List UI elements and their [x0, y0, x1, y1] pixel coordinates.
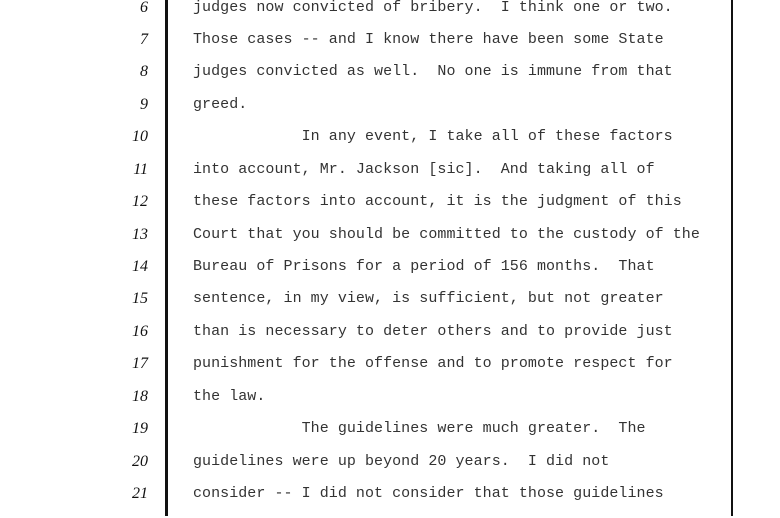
line-text: judges now convicted of bribery. I think one or two.	[193, 0, 673, 16]
line-number: 7	[140, 31, 148, 48]
line-number: 12	[132, 193, 148, 210]
line-number: 21	[132, 485, 148, 502]
line-text: guidelines were up beyond 20 years. I did not	[193, 453, 610, 470]
line-number: 16	[132, 323, 148, 340]
line-number: 11	[133, 161, 148, 178]
line-number: 17	[132, 355, 148, 372]
line-number: 14	[132, 258, 148, 275]
line-text: punishment for the offense and to promote respect for	[193, 355, 673, 372]
line-number: 15	[132, 290, 148, 307]
line-number: 8	[140, 63, 148, 80]
transcript-line	[0, 97, 780, 129]
line-text: judges convicted as well. No one is immune from that	[193, 63, 673, 80]
transcript-line	[0, 291, 780, 323]
line-number: 13	[132, 226, 148, 243]
transcript-line	[0, 356, 780, 388]
transcript-line	[0, 194, 780, 226]
transcript-line	[0, 227, 780, 259]
line-text: Those cases -- and I know there have been some State	[193, 31, 664, 48]
line-number: 10	[132, 128, 148, 145]
transcript-line	[0, 454, 780, 486]
line-number: 18	[132, 388, 148, 405]
line-text: In any event, I take all of these factors	[193, 128, 673, 145]
line-text: consider -- I did not consider that those guidelines	[193, 485, 664, 502]
line-number: 19	[132, 420, 148, 437]
line-text: sentence, in my view, is sufficient, but not greater	[193, 290, 664, 307]
transcript-line	[0, 0, 780, 32]
line-text: greed.	[193, 96, 248, 113]
line-number: 20	[132, 453, 148, 470]
line-text: into account, Mr. Jackson [sic]. And taking all of	[193, 161, 655, 178]
line-number: 6	[140, 0, 148, 16]
line-text: The guidelines were much greater. The	[193, 420, 646, 437]
transcript-line	[0, 389, 780, 421]
transcript-line	[0, 324, 780, 356]
line-number: 9	[140, 96, 148, 113]
transcript-line	[0, 421, 780, 453]
transcript-line	[0, 486, 780, 518]
line-text: the law.	[193, 388, 266, 405]
transcript-line	[0, 64, 780, 96]
transcript-line	[0, 129, 780, 161]
line-text: than is necessary to deter others and to provide just	[193, 323, 673, 340]
transcript-line	[0, 259, 780, 291]
line-text: Court that you should be committed to the custody of the	[193, 226, 700, 243]
line-text: these factors into account, it is the judgment of this	[193, 193, 682, 210]
line-text: Bureau of Prisons for a period of 156 months. That	[193, 258, 655, 275]
transcript-line	[0, 32, 780, 64]
transcript-line	[0, 162, 780, 194]
